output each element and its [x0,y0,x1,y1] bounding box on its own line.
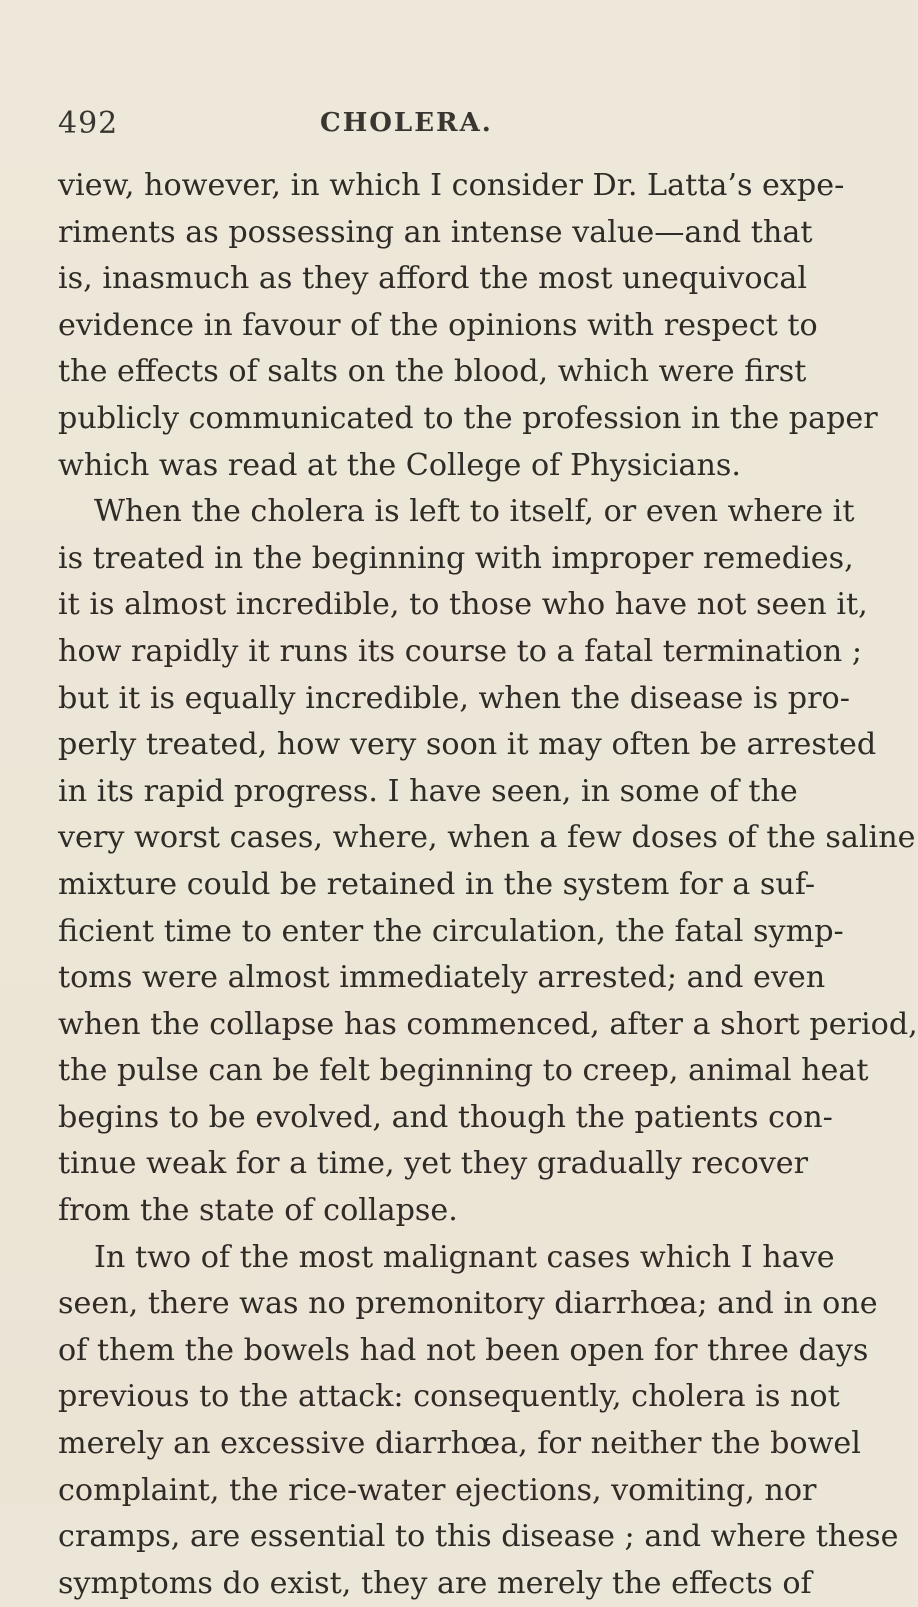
text-line: begins to be evolved, and though the patients con- [58,1099,833,1135]
text-line: merely an excessive diarrhœa, for neither the bowel [58,1426,861,1462]
page-header [58,106,758,146]
text-line: it is almost incredible, to those who have not seen it, [58,587,868,623]
text-line: in its rapid progress. I have seen, in some of the [58,773,798,809]
text-line: publicly communicated to the profession in the paper [58,400,878,436]
text-line: very worst cases, where, when a few doses of the saline [58,820,916,856]
text-line: In two of the most malignant cases which I have [94,1239,835,1275]
text-line: evidence in favour of the opinions with respect to [58,307,818,343]
text-line: from the state of collapse. [58,1193,458,1229]
text-line: perly treated, how very soon it may often be arrested [58,727,877,763]
text-line: view, however, in which I consider Dr. Latta’s expe- [58,168,845,203]
body-text [58,163,918,1607]
text-line: but it is equally incredible, when the disease is pro- [58,680,850,716]
text-line: mixture could be retained in the system for a suf- [58,866,816,902]
text-line: tinue weak for a time, yet they gradually recover [58,1146,809,1182]
text-line: ficient time to enter the circulation, the fatal symp- [58,913,844,949]
text-line: complaint, the rice-water ejections, vomiting, nor [58,1472,817,1508]
text-line: is, inasmuch as they afford the most unequivocal [58,261,808,297]
text-line: of them the bowels had not been open for three days [58,1332,869,1368]
text-line: when the collapse has commenced, after a short period, [58,1006,918,1042]
text-line: the pulse can be felt beginning to creep, animal heat [58,1053,869,1089]
text-line: which was read at the College of Physicians. [58,447,741,483]
text-line: seen, there was no premonitory diarrhœa; and in one [58,1286,878,1322]
text-line: how rapidly it runs its course to a fatal termination ; [58,633,863,669]
text-line: symptoms do exist, they are merely the effects of [58,1565,812,1601]
running-head: CHOLERA. [320,108,493,138]
text-line: riments as possessing an intense value—and that [58,214,813,250]
text-line: When the cholera is left to itself, or even where it [94,494,855,530]
text-line: the effects of salts on the blood, which were first [58,354,807,390]
text-line: cramps, are essential to this disease ; and where these [58,1519,899,1555]
text-line: toms were almost immediately arrested; and even [58,960,826,996]
page-number: 492 [58,106,119,141]
text-line: previous to the attack: consequently, cholera is not [58,1379,840,1415]
text-line: is treated in the beginning with improper remedies, [58,540,854,576]
